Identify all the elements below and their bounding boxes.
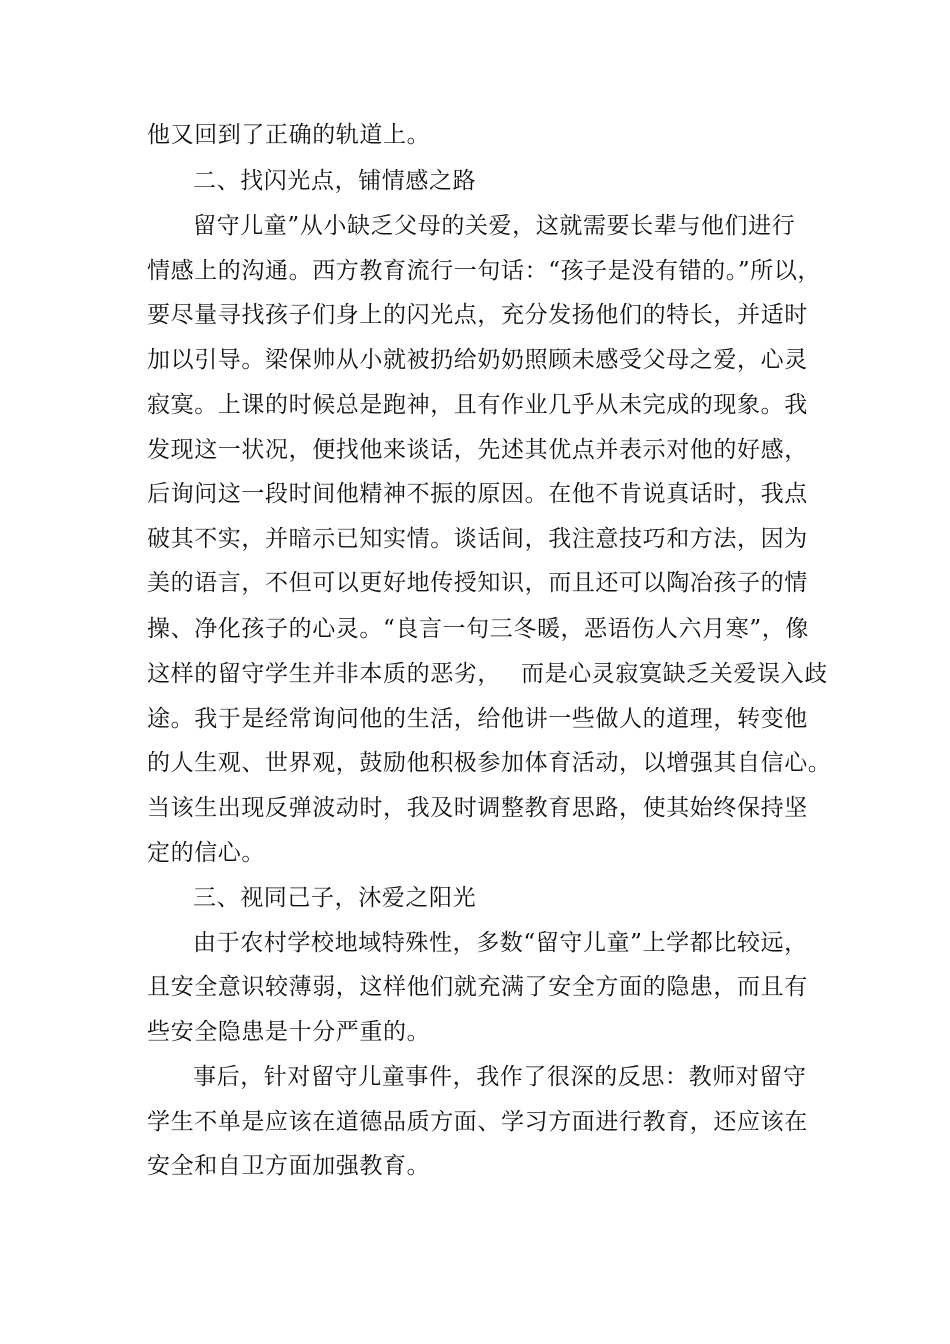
paragraph-line: 他又回到了正确的轨道上。 — [147, 122, 431, 148]
paragraph-line: 途。我于是经常询问他的生活，给他讲一些做人的道理，转变他 — [147, 706, 808, 732]
paragraph-line: 些安全隐患是十分严重的。 — [147, 1019, 431, 1045]
paragraph-line: 的人生观、世界观，鼓励他积极参加体育活动，以增强其自信心。 — [147, 750, 832, 776]
paragraph-line: 由于农村学校地域特殊性，多数“留守儿童”上学都比较远， — [193, 930, 808, 956]
section-heading: 二、找闪光点，铺情感之路 — [193, 168, 477, 194]
paragraph-line: 事后，针对留守儿童事件，我作了很深的反思：教师对留守 — [193, 1064, 807, 1090]
paragraph-line: 学生不单是应该在道德品质方面、学习方面进行教育，还应该在 — [147, 1109, 808, 1135]
paragraph-line: 这样的留守学生并非本质的恶劣， 而是心灵寂寞缺乏关爱误入歧 — [147, 661, 828, 687]
paragraph-line: 操、净化孩子的心灵。“良言一句三冬暖，恶语伤人六月寒”，像 — [147, 616, 809, 642]
paragraph-line: 破其不实，并暗示已知实情。谈话间，我注意技巧和方法，因为 — [147, 526, 808, 552]
paragraph-line: 留守儿童”从小缺乏父母的关爱，这就需要长辈与他们进行 — [193, 213, 796, 239]
paragraph-line: 且安全意识较薄弱，这样他们就充满了安全方面的隐患，而且有 — [147, 974, 808, 1000]
section-heading: 三、视同己子，沐爱之阳光 — [193, 885, 477, 911]
paragraph-line: 当该生出现反弹波动时，我及时调整教育思路，使其始终保持坚 — [147, 795, 808, 821]
paragraph-line: 寂寞。上课的时候总是跑神，且有作业几乎从未完成的现象。我 — [147, 392, 808, 418]
paragraph-line: 情感上的沟通。西方教育流行一句话：“孩子是没有错的。”所以， — [147, 258, 822, 284]
paragraph-line: 发现这一状况，便找他来谈话，先述其优点并表示对他的好感， — [147, 437, 808, 463]
paragraph-line: 美的语言，不但可以更好地传授知识，而且还可以陶冶孩子的情 — [147, 570, 808, 596]
paragraph-line: 要尽量寻找孩子们身上的闪光点，充分发扬他们的特长，并适时 — [147, 302, 808, 328]
paragraph-line: 定的信心。 — [147, 840, 265, 866]
paragraph-line: 安全和自卫方面加强教育。 — [147, 1153, 431, 1179]
paragraph-line: 加以引导。梁保帅从小就被扔给奶奶照顾未感受父母之爱，心灵 — [147, 347, 808, 373]
paragraph-line: 后询问这一段时间他精神不振的原因。在他不肯说真话时，我点 — [147, 481, 808, 507]
